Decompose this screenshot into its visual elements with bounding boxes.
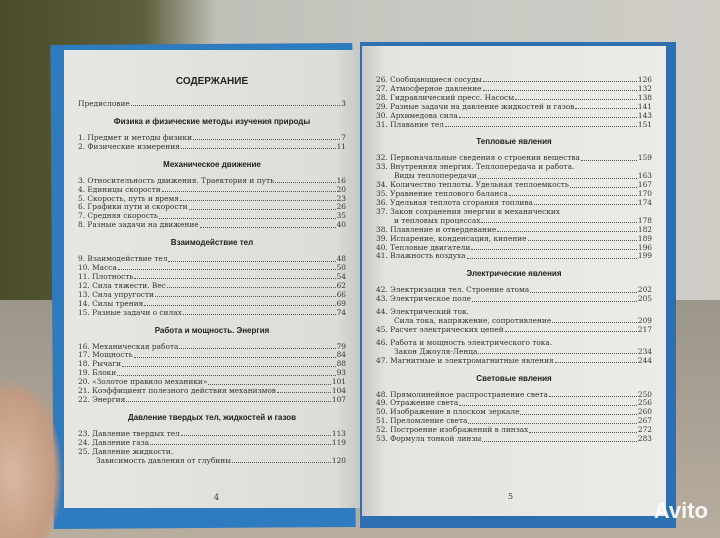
dot-leader (497, 226, 637, 232)
entry-title: 6. Графики пути и скорости (78, 202, 188, 212)
entry-page: 234 (637, 346, 652, 356)
entry-page: 132 (637, 83, 652, 93)
dot-leader (134, 351, 336, 357)
dot-leader (555, 357, 637, 363)
entry-title: 34. Количество теплоты. Удельная теплоемкость (376, 180, 569, 190)
dot-leader (478, 172, 637, 178)
dot-leader (445, 121, 637, 127)
dot-leader (118, 264, 336, 270)
entry-title: 3. Относительность движения. Траектория и путь (78, 175, 275, 185)
entry-page: 20 (336, 184, 346, 194)
section-heading: Механическое движение (163, 159, 261, 169)
entry-page: 196 (637, 242, 652, 252)
entry-page: 62 (336, 280, 346, 290)
page-number-left: 4 (214, 493, 220, 502)
toc-entry (376, 326, 652, 335)
entry-page: 205 (637, 294, 652, 304)
dot-leader (126, 396, 331, 402)
entry-title: 50. Изображение в плоском зеркале (376, 407, 520, 417)
entry-page: 40 (336, 220, 346, 230)
entry-title: 51. Преломление света (376, 416, 468, 426)
dot-leader (468, 417, 637, 423)
dot-leader (483, 76, 637, 82)
entry-title: 36. Удельная теплота сгорания топлива (376, 197, 533, 207)
entry-page: 120 (331, 455, 346, 465)
entry-title: 38. Плавление и отвердевание (376, 224, 497, 234)
dot-leader (529, 426, 637, 432)
dot-leader (181, 430, 331, 436)
entry-title: 47. Магнитные и электромагнитные явления (376, 355, 554, 365)
entry-title: 27. Атмосферное давление (376, 83, 482, 93)
dot-leader (167, 282, 336, 288)
entry-title: Виды теплопередачи (394, 171, 477, 181)
dot-leader (155, 291, 336, 297)
dot-leader (570, 181, 637, 187)
dot-leader (459, 399, 637, 405)
entry-page: 26 (336, 202, 346, 212)
entry-title: 37. Закон сохранения энергии в механических (376, 206, 560, 216)
toc-entry (78, 309, 346, 318)
toc-entry (376, 295, 652, 304)
toc-entry (78, 457, 346, 466)
entry-page: 244 (637, 355, 652, 365)
entry-title: 7. Средняя скорость (78, 211, 158, 221)
toc-entry (78, 221, 346, 230)
entry-title: Предисловие (78, 99, 130, 108)
section-heading: Давление твердых тел, жидкостей и газов (127, 412, 297, 422)
entry-title: 40. Тепловые двигатели (376, 242, 471, 252)
entry-page: 189 (637, 233, 652, 243)
toc-entry (376, 121, 652, 130)
entry-page: 159 (637, 153, 652, 163)
entry-page: 141 (637, 101, 652, 111)
dot-leader (117, 369, 335, 375)
entry-page: 74 (336, 307, 346, 317)
entry-page: 256 (637, 398, 652, 408)
dot-leader (275, 177, 335, 183)
dot-leader (459, 112, 637, 118)
entry-page: 119 (331, 437, 346, 447)
entry-title: 45. Расчет электрических цепей (376, 324, 504, 334)
dot-leader (467, 252, 637, 258)
toc-list-right (376, 76, 652, 444)
toc-entry (78, 360, 346, 369)
dot-leader (193, 134, 340, 140)
dot-leader (549, 391, 637, 397)
entry-page: 143 (637, 110, 652, 120)
entry-page: 107 (331, 394, 346, 404)
entry-title: 19. Блоки (78, 368, 117, 378)
entry-page: 104 (331, 386, 346, 396)
entry-page: 23 (336, 193, 346, 203)
entry-title: 44. Электрический ток. (376, 307, 469, 317)
entry-title: 49. Отражение света (376, 398, 459, 408)
entry-title: 17. Мощность (78, 350, 133, 360)
dot-leader (277, 387, 331, 393)
dot-leader (534, 199, 637, 205)
section-heading: Работа и мощность. Энергия (154, 325, 270, 335)
entry-page: 250 (637, 389, 652, 399)
entry-title: 26. Сообщающиеся сосуды (376, 75, 482, 84)
dot-leader (575, 103, 636, 109)
entry-page: 283 (637, 434, 652, 444)
section-heading: Электрические явления (466, 269, 562, 279)
entry-title: 10. Масса (78, 263, 117, 273)
entry-title: 31. Плавание тел (376, 119, 444, 129)
left-page (64, 50, 360, 508)
entry-page: 79 (336, 341, 346, 351)
entry-page: 217 (637, 324, 652, 334)
section-heading: Взаимодействие тел (170, 238, 254, 248)
entry-page: 16 (336, 175, 346, 185)
dot-leader (505, 326, 637, 332)
page-number-right: 5 (508, 492, 514, 501)
toc-entry (78, 255, 346, 264)
dot-leader (478, 348, 636, 354)
entry-page: 170 (637, 189, 652, 199)
dot-leader (150, 439, 331, 445)
entry-title: 35. Уравнение теплового баланса (376, 189, 508, 199)
entry-page: 178 (637, 215, 652, 225)
dot-leader (509, 190, 637, 196)
entry-page: 272 (637, 425, 652, 435)
entry-page: 167 (637, 180, 652, 190)
entry-page: 163 (637, 171, 652, 181)
entry-page: 138 (637, 92, 652, 102)
avito-watermark: Avito (653, 498, 708, 523)
entry-page: 209 (637, 316, 652, 326)
entry-title: 20. «Золотое правило механики» (78, 377, 208, 387)
section-heading: Световые явления (476, 373, 552, 383)
toc-entry (78, 396, 346, 405)
dot-leader (232, 457, 331, 463)
entry-title: Зависимость давления от глубины (96, 455, 231, 465)
entry-title: 33. Внутренняя энергия. Теплопередача и работа. (376, 162, 575, 172)
entry-title: Закон Джоуля-Ленца (394, 346, 478, 356)
dot-leader (483, 85, 637, 91)
dot-leader (208, 378, 331, 384)
entry-title: 43. Электрическое поле (376, 294, 471, 304)
entry-title: 42. Электризация тел. Строение атома (376, 285, 530, 295)
entry-page: 88 (336, 359, 346, 369)
dot-leader (530, 286, 637, 292)
entry-page: 202 (637, 285, 652, 295)
entry-title: 13. Сила упругости (78, 289, 154, 299)
section-heading: Тепловые явления (476, 137, 552, 147)
entry-page: 93 (336, 368, 346, 378)
dot-leader (482, 435, 637, 441)
dot-leader (200, 221, 336, 227)
entry-page: 182 (637, 224, 652, 234)
entry-title: 53. Формула тонкой линзы (376, 434, 482, 444)
entry-page: 151 (637, 119, 652, 129)
entry-title: 48. Прямолинейное распространение света (376, 389, 548, 399)
entry-title: 22. Энергия (78, 394, 126, 404)
entry-page: 66 (336, 289, 346, 299)
entry-page: 3 (341, 99, 346, 108)
dot-leader (189, 203, 336, 209)
entry-title: 16. Механическая работа (78, 341, 179, 351)
entry-title: 14. Силы трения (78, 298, 144, 308)
toc-entry (78, 143, 346, 152)
entry-title: 4. Единицы скорости (78, 184, 161, 194)
entry-title: 9. Взаимодействие тел (78, 254, 168, 264)
toc-list-left (78, 100, 346, 465)
dot-leader (581, 154, 637, 160)
entry-title: Сила тока, напряжение, сопротивление (394, 316, 552, 326)
entry-page: 7 (341, 132, 346, 142)
entry-title: 1. Предмет и методы физики (78, 132, 192, 142)
dot-leader (552, 317, 637, 323)
toc-entry (78, 100, 346, 109)
dot-leader (515, 94, 637, 100)
toc-entry (376, 252, 652, 261)
entry-page: 48 (336, 254, 346, 264)
dot-leader (179, 343, 335, 349)
toc-title: СОДЕРЖАНИЕ (175, 76, 249, 87)
right-page (362, 46, 666, 516)
entry-title: 8. Разные задачи на движение (78, 220, 199, 230)
dot-leader (528, 235, 637, 241)
dot-leader (162, 186, 336, 192)
dot-leader (183, 309, 336, 315)
entry-title: 15. Разные задачи о силах (78, 307, 182, 317)
entry-page: 35 (336, 211, 346, 221)
section-heading: Физика и физические методы изучения природы (113, 116, 311, 126)
entry-title: 41. Влажность воздуха (376, 251, 466, 261)
entry-title: 25. Давление жидкости. (78, 446, 174, 456)
dot-leader (481, 217, 636, 223)
dot-leader (159, 212, 336, 218)
entry-page: 174 (637, 197, 652, 207)
entry-title: 5. Скорость, путь и время (78, 193, 179, 203)
dot-leader (520, 408, 636, 414)
entry-title: 32. Первоначальные сведения о строении вещества (376, 153, 580, 163)
entry-page: 113 (331, 428, 346, 438)
entry-page: 50 (336, 263, 346, 273)
entry-title: и тепловых процессах (394, 215, 481, 225)
entry-title: 29. Разные задачи на давление жидкостей и газов (376, 101, 575, 111)
dot-leader (180, 195, 336, 201)
entry-page: 11 (336, 141, 346, 151)
entry-title: 12. Сила тяжести. Вес (78, 280, 166, 290)
entry-page: 267 (637, 416, 652, 426)
toc-entry (376, 357, 652, 366)
dot-leader (168, 255, 335, 261)
entry-title: 18. Рычаги (78, 359, 122, 369)
entry-title: 23. Давление твердых тел (78, 428, 180, 438)
entry-title: 11. Плотность (78, 271, 134, 281)
entry-title: 39. Испарение, конденсация, кипение (376, 233, 527, 243)
entry-page: 260 (637, 407, 652, 417)
entry-title: 52. Построение изображений в линзах (376, 425, 529, 435)
entry-page: 84 (336, 350, 346, 360)
dot-leader (181, 143, 336, 149)
toc-entry (376, 435, 652, 444)
entry-title: 21. Коэффициент полезного действия механизмов (78, 386, 276, 396)
entry-title: 46. Работа и мощность электрического тока. (376, 337, 553, 347)
dot-leader (122, 360, 336, 366)
entry-page: 126 (637, 75, 652, 84)
hand (0, 380, 62, 538)
dot-leader (472, 295, 637, 301)
entry-page: 69 (336, 298, 346, 308)
entry-page: 54 (336, 271, 346, 281)
entry-title: 28. Гидравлический пресс. Насосы (376, 92, 515, 102)
entry-title: 2. Физические измерения (78, 141, 180, 151)
dot-leader (471, 244, 637, 250)
dot-leader (134, 273, 335, 279)
entry-page: 199 (637, 251, 652, 261)
dot-leader (131, 100, 341, 106)
entry-page: 101 (331, 377, 346, 387)
dot-leader (144, 300, 335, 306)
entry-title: 30. Архимедова сила (376, 110, 458, 120)
entry-title: 24. Давление газа (78, 437, 150, 447)
